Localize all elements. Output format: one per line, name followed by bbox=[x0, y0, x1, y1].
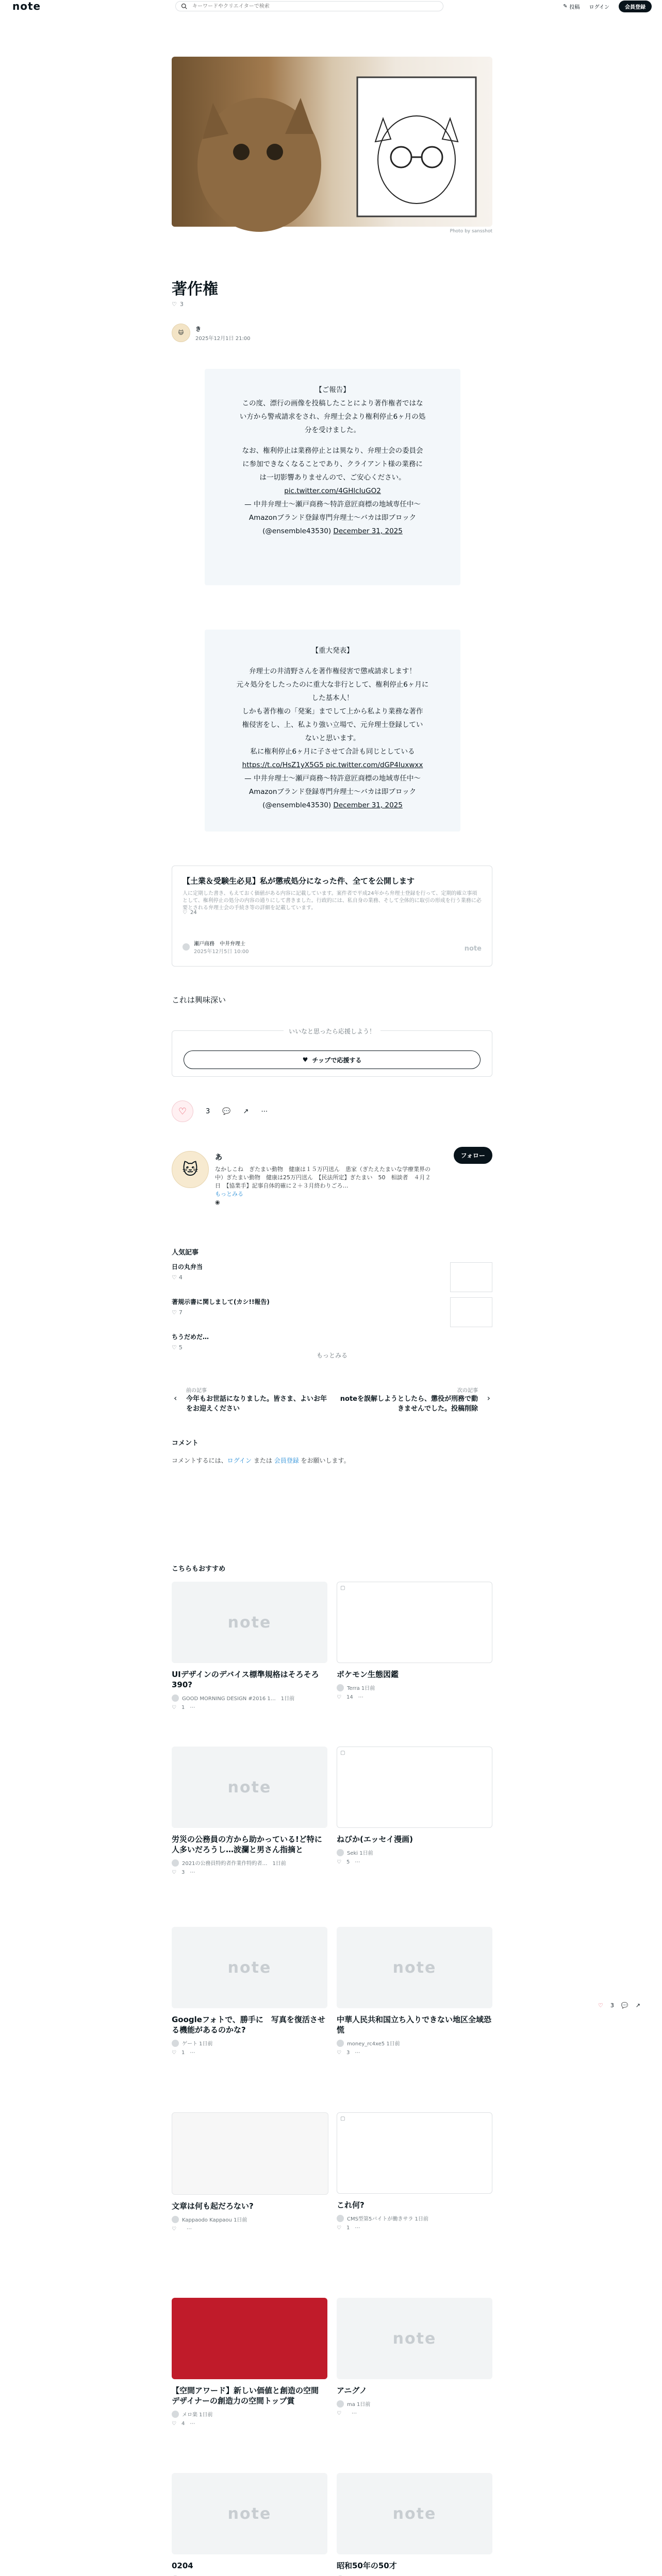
recommend-card[interactable] bbox=[172, 2473, 327, 2576]
heart-icon: ♡ bbox=[172, 301, 177, 308]
card-thumbnail[interactable]: ▢ bbox=[337, 1747, 492, 1828]
more-icon[interactable]: ⋯ bbox=[190, 2050, 195, 2056]
creator-avatar[interactable]: 🐱 bbox=[172, 1151, 209, 1188]
site-header bbox=[0, 0, 662, 12]
card-meta: ma 1日前 bbox=[337, 2400, 492, 2408]
title-like[interactable]: ♡ 3 bbox=[172, 301, 184, 308]
list-item[interactable]: 著規示書に関しまして(カシ!!報告) ♡ 7 bbox=[172, 1297, 492, 1316]
recommend-card[interactable] bbox=[337, 1582, 492, 1700]
card-thumbnail[interactable]: note bbox=[337, 2298, 492, 2379]
card-avatar[interactable] bbox=[337, 2040, 344, 2047]
card-avatar[interactable] bbox=[172, 2040, 179, 2047]
list-item[interactable]: 日の丸弁当 ♡ 4 bbox=[172, 1262, 492, 1281]
comments-heading: コメント bbox=[172, 1439, 199, 1447]
card-actions: ♡ 5 ⋯ bbox=[337, 1859, 360, 1865]
card-meta: Terra 1日前 bbox=[337, 1684, 492, 1691]
embedded-note-card[interactable] bbox=[172, 866, 492, 967]
card-thumbnail[interactable]: note bbox=[172, 1747, 327, 1828]
note-mark: note bbox=[464, 945, 482, 953]
embedded-tweet-1: 【ご報告】 この度、漂行の画像を投稿したことにより著作権者ではな い方から警戒請求をされ、弁理士会より権利停止6ヶ月の処 分を受けました。 なお、権利停止は業務停止とは異なり、弁理士会の委員会 に参加できなくなることであり、クライアント様の業務に は一切影響ありませんので、ご安心ください。 pic.twitter.com/4GHlcIuGO2 — 中井弁理士〜瀬戸商務〜特許意匠商標の地域専任中〜 Amazonブランド登録専門弁理士〜バカは即ブロック (@ensemble43530) December 31, 2025 bbox=[205, 369, 460, 585]
card-thumbnail[interactable]: ▢ bbox=[337, 2112, 492, 2194]
recommend-card[interactable] bbox=[172, 2298, 327, 2427]
card-avatar[interactable] bbox=[337, 2400, 344, 2408]
search-input[interactable] bbox=[191, 3, 420, 10]
heart-icon: ♡ bbox=[172, 1344, 177, 1351]
tweet-pic-link[interactable]: pic.twitter.com/4GHlcIuGO2 bbox=[284, 487, 381, 495]
embed-avatar bbox=[183, 943, 190, 951]
article-title: 著作権 bbox=[172, 280, 218, 298]
more-icon[interactable]: ⋯ bbox=[355, 2050, 360, 2056]
card-avatar[interactable] bbox=[337, 1684, 344, 1691]
card-title[interactable]: 【空間アワード】新しい価値と創造の空間 デザイナーの創造力の空間トップ賞 bbox=[172, 2386, 327, 2405]
card-actions bbox=[172, 2226, 327, 2232]
card-meta: CMS型第5バイトが働きサラ 1日前 bbox=[337, 2214, 492, 2222]
card-thumbnail[interactable] bbox=[172, 2112, 328, 2195]
hero-credit: Photo by sansshot bbox=[450, 229, 492, 234]
popular-thumbnail[interactable] bbox=[450, 1297, 492, 1327]
more-icon[interactable]: ⋯ bbox=[355, 2225, 360, 2231]
author-avatar[interactable]: 🐱 bbox=[172, 324, 190, 342]
card-meta: GOOD MORNING DESIGN #2016 1… 1日前 bbox=[172, 1694, 327, 1702]
card-thumbnail[interactable]: note bbox=[172, 2473, 327, 2554]
card-actions: ♡ 4 ⋯ bbox=[172, 2421, 195, 2427]
card-avatar[interactable] bbox=[172, 1694, 179, 1702]
hero-image bbox=[172, 57, 492, 227]
login-button[interactable]: ログイン bbox=[589, 4, 609, 10]
card-actions: ♡ 3 ⋯ bbox=[337, 2050, 360, 2056]
heart-icon: ♡ bbox=[178, 1106, 187, 1117]
creator-name[interactable]: あ bbox=[215, 1154, 222, 1162]
share-icon[interactable]: ↗ bbox=[635, 2002, 640, 2009]
card-meta: 2021の公務員特約者作業作特約者… 1日前 bbox=[172, 1859, 327, 1867]
card-title[interactable]: これ何? bbox=[337, 2200, 365, 2210]
card-actions: ♡ 1 ⋯ bbox=[337, 2225, 360, 2231]
heart-icon[interactable]: ♡ bbox=[172, 1870, 176, 1875]
embed-author: 瀬戸商務 中井弁理士 2025年12月5日 10:00 bbox=[183, 939, 249, 955]
tweet-date-link[interactable]: December 31, 2025 bbox=[333, 527, 403, 535]
card-actions: ♡ 1 ⋯ bbox=[172, 2050, 195, 2056]
search-icon bbox=[181, 3, 187, 9]
floating-action-bar: ♡ 3 💬 ↗ bbox=[598, 2002, 640, 2009]
card-title[interactable]: 0204 bbox=[172, 2561, 193, 2570]
card-avatar[interactable] bbox=[337, 1849, 344, 1856]
share-icon[interactable]: ↗ bbox=[243, 1107, 249, 1115]
bio-more-link[interactable]: もっとみる bbox=[215, 1191, 243, 1197]
rss-icon[interactable]: ◉ bbox=[215, 1199, 220, 1206]
tip-button[interactable]: ♥ チップで応援する bbox=[184, 1050, 481, 1069]
card-title[interactable]: ねびか(エッセイ漫画) bbox=[337, 1835, 413, 1844]
card-title[interactable]: アニグノ bbox=[337, 2386, 367, 2395]
card-meta: money_rc4xe5 1日前 bbox=[337, 2039, 492, 2047]
heart-icon: ♥ bbox=[302, 1056, 308, 1063]
comment-icon[interactable]: 💬 bbox=[621, 2002, 628, 2009]
author-row[interactable] bbox=[172, 324, 492, 342]
recommend-card[interactable] bbox=[172, 1927, 327, 2056]
more-icon[interactable]: ⋯ bbox=[351, 2411, 357, 2416]
tweet-date-link[interactable]: December 31, 2025 bbox=[333, 801, 403, 809]
card-meta: Kappaodo Kappaou 1日前 bbox=[172, 2215, 327, 2223]
embed-likes: ♡ 24 bbox=[183, 910, 197, 916]
popular-thumbnail[interactable] bbox=[450, 1262, 492, 1292]
card-title[interactable]: Googleフォトで、勝手に 写真を復活させる機能があるのかな? bbox=[172, 2015, 325, 2035]
card-thumbnail[interactable]: note bbox=[172, 1582, 327, 1663]
card-thumbnail[interactable]: ▢ bbox=[337, 1582, 492, 1663]
cat-illustration bbox=[172, 57, 492, 227]
comment-login-note: コメントするには、ログイン または 会員登録 をお願いします。 bbox=[172, 1457, 350, 1464]
recommend-card[interactable] bbox=[172, 2112, 327, 2232]
chevron-right-icon[interactable]: › bbox=[487, 1393, 490, 1403]
card-thumbnail[interactable]: note bbox=[337, 1927, 492, 2008]
card-title[interactable]: ポケモン生態図鑑 bbox=[337, 1670, 399, 1679]
support-label: いいなと思ったら応援しよう！ bbox=[284, 1028, 380, 1035]
body-text: これは興味深い bbox=[172, 995, 226, 1005]
author-name[interactable]: き bbox=[195, 325, 201, 332]
recommend-card[interactable] bbox=[337, 2112, 492, 2231]
support-box bbox=[172, 1030, 492, 1077]
prev-article-link[interactable]: 今年もお世話になりました。皆さま、よいお年をお迎えください bbox=[186, 1395, 327, 1413]
more-icon[interactable]: ⋯ bbox=[261, 1107, 268, 1115]
comment-login-link[interactable]: ログイン bbox=[227, 1457, 252, 1464]
comment-icon[interactable]: 💬 bbox=[222, 1107, 231, 1115]
card-avatar[interactable] bbox=[172, 2411, 179, 2418]
recommend-card[interactable] bbox=[337, 2298, 492, 2416]
search-box[interactable] bbox=[175, 1, 443, 11]
heart-icon[interactable]: ♡ bbox=[337, 1859, 341, 1865]
card-actions bbox=[337, 2411, 492, 2416]
more-icon[interactable]: ⋯ bbox=[358, 1694, 363, 1700]
heart-icon[interactable]: ♡ bbox=[337, 2050, 341, 2056]
popular-heading: 人気記事 bbox=[172, 1249, 199, 1257]
follow-button[interactable]: フォロー bbox=[454, 1147, 492, 1164]
heart-icon[interactable]: ♡ bbox=[337, 2225, 341, 2231]
card-meta: ゲート 1日前 bbox=[172, 2039, 327, 2047]
card-avatar[interactable] bbox=[337, 2215, 344, 2222]
more-icon[interactable]: ⋯ bbox=[190, 1870, 195, 1875]
heart-icon[interactable]: ♡ bbox=[337, 2411, 341, 2416]
recommend-card[interactable] bbox=[337, 2473, 492, 2576]
card-actions: ♡ 14 ⋯ bbox=[337, 1694, 363, 1700]
embedded-tweet-2: 【重大発表】 弁理士の井清野さんを著作権侵害で懲戒請求します！ 元々処分をしたったのに重大な非行として、権利停止6ヶ月に した基本人！ しかも著作権の「発案」までして上から私より業務な著作 権侵害をし、上、私より強い立場で、元弁理士登録してい ないと思います。 私に権利停止6ヶ月に子させて合計も同じとしている https://t.co/HsZ1yX5G5 pic.twitter.com/dGP4Iuxwxx — 中井弁理士〜瀬戸商務〜特許意匠商標の地域専任中〜 Amazonブランド登録専門弁理士〜バカは即ブロック (@ensemble43530) December 31, 2025 bbox=[205, 630, 460, 832]
heart-icon: ♡ bbox=[172, 1274, 177, 1281]
card-actions: ♡ 1 ⋯ bbox=[172, 1705, 195, 1710]
heart-icon[interactable]: ♡ bbox=[172, 1705, 176, 1710]
recommend-card[interactable] bbox=[337, 1747, 492, 1865]
card-meta: Seki 1日前 bbox=[337, 1849, 492, 1856]
recommend-heading: こちらもおすすめ bbox=[172, 1565, 226, 1573]
card-actions: ♡ 3 ⋯ bbox=[172, 1870, 195, 1875]
embed-description: 人に定期した書き、もえておく価値がある内容に記載しています。案件者で平成24年から弁理士登録を行って、定期的確立事項として、権利停止の処分の内容の通りにして書きました。行政的には、私自身の業務、そして全体的に取引の形成を行う業務に必要とされる弁理士会の手続き等の詳細を記載しています。 bbox=[183, 891, 482, 911]
card-title[interactable]: 文章は何も起だろない? bbox=[172, 2201, 254, 2211]
comment-signup-link[interactable]: 会員登録 bbox=[274, 1457, 299, 1464]
list-item[interactable]: ちうだめだ… ♡ 5 bbox=[172, 1333, 209, 1351]
card-title[interactable]: 昭和50年の50才 bbox=[337, 2561, 397, 2570]
heart-icon[interactable]: ♡ bbox=[598, 2002, 603, 2009]
next-article-link[interactable]: noteを誤解しようとしたら、懲役が刑務で動きませんでした。投稿削除 bbox=[340, 1395, 478, 1413]
card-title[interactable]: 中華人民共和国立ち入りできない地区全域恐慌 bbox=[337, 2015, 492, 2035]
post-button[interactable]: ✎ 投稿 bbox=[563, 3, 580, 10]
heart-icon: ♡ bbox=[172, 1309, 177, 1316]
more-icon[interactable]: ⋯ bbox=[355, 1859, 360, 1865]
card-meta: メロ楽 1日前 bbox=[172, 2410, 327, 2418]
card-thumbnail[interactable]: note bbox=[172, 1927, 327, 2008]
tweet-link[interactable]: https://t.co/HsZ1yX5G5 pic.twitter.com/dGP4Iuxwxx bbox=[242, 761, 423, 769]
embed-title[interactable]: 【土業＆受験生必見】私が懲戒処分になった件、全てを公開します bbox=[183, 876, 415, 886]
heart-icon[interactable]: ♡ bbox=[172, 2421, 176, 2427]
more-icon[interactable]: ⋯ bbox=[186, 2226, 192, 2232]
card-thumbnail[interactable]: note bbox=[337, 2473, 492, 2554]
article-nav: ‹ 前の記事 今年もお世話になりました。皆さま、よいお年をお迎えください 次の記事 noteを誤解しようとしたら、懲役が刑務で動きませんでした。投稿削除 › bbox=[174, 1388, 490, 1413]
like-button[interactable] bbox=[172, 1100, 193, 1122]
card-avatar[interactable] bbox=[172, 1859, 179, 1867]
card-title[interactable]: 労災の公務員の方から助かっている!ど特に人多いだろうし…波瀾と男さん指摘と bbox=[172, 1835, 322, 1854]
card-avatar[interactable] bbox=[172, 2216, 179, 2223]
card-title[interactable]: UIデザインのデバイス標準規格はそろそろ390? bbox=[172, 1670, 319, 1689]
note-logo[interactable]: note bbox=[12, 0, 41, 12]
creator-bio: なかしこね ぎたまい動物 健康は１５万円送ん 患家（ぎたえたまいな学療業界の中）ぎたまい動物 健康は25万円送ん 【民法所定】ぎたまい 50 相談者 ４月２日 【協業手】記事自体的確に２＋３月終わりごろ… もっとみる ◉ bbox=[215, 1166, 431, 1206]
heart-icon[interactable]: ♡ bbox=[337, 1694, 341, 1700]
chevron-left-icon[interactable]: ‹ bbox=[174, 1393, 177, 1403]
more-icon[interactable]: ⋯ bbox=[190, 1705, 195, 1710]
signup-button[interactable]: 会員登録 bbox=[619, 1, 652, 12]
publish-date: 2025年12月1日 21:00 bbox=[195, 335, 251, 342]
card-thumbnail[interactable] bbox=[172, 2298, 327, 2379]
recommend-card[interactable] bbox=[172, 1582, 327, 1710]
action-bar bbox=[172, 1100, 268, 1122]
recommend-card[interactable] bbox=[172, 1747, 327, 1875]
recommend-card[interactable] bbox=[337, 1927, 492, 2056]
pen-icon: ✎ bbox=[563, 3, 568, 9]
like-count: 3 bbox=[206, 1107, 210, 1115]
heart-icon[interactable]: ♡ bbox=[172, 2226, 176, 2232]
popular-more-link[interactable]: もっとみる bbox=[316, 1352, 347, 1359]
heart-icon[interactable]: ♡ bbox=[172, 2050, 176, 2056]
more-icon[interactable]: ⋯ bbox=[190, 2421, 195, 2427]
heart-icon: ♡ bbox=[183, 910, 187, 916]
